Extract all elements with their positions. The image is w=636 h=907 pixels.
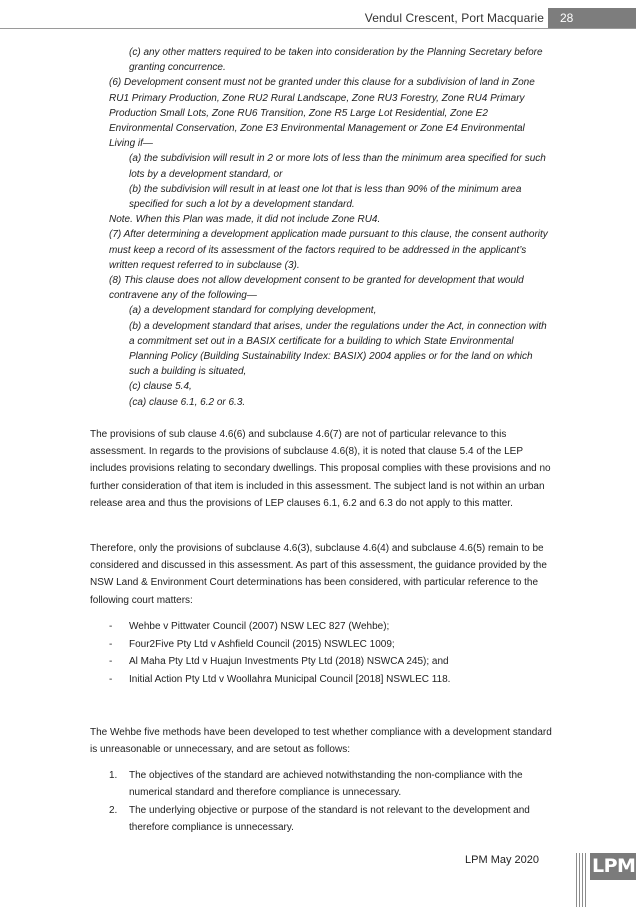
bullet-marker: - (109, 621, 113, 632)
footer-line (582, 853, 583, 907)
page-number: 28 (560, 11, 574, 25)
list-item-text: Wehbe v Pittwater Council (2007) NSW LEC 827 (Wehbe); (129, 621, 390, 632)
list-item-text: Initial Action Pty Ltd v Woollahra Municipal Council [2018] NSWLEC 118. (129, 673, 451, 685)
bullet-marker: - (109, 673, 113, 685)
quote-note: Note. When this Plan was made, it did not include Zone RU4. (109, 214, 381, 226)
list-item (109, 767, 549, 802)
body-paragraph-2 (90, 540, 552, 609)
list-item (109, 802, 549, 837)
quote-line: (6) Development consent must not be granted under this clause for a subdivision of land in Zone RU1 Primary Production, Zone RU2 Rural Landscape, Zone RU3 Forestry, Zone RU4 Primary Production Small Lots, Zone RU6 Transition, Zone R5 Large Lot Residential, Zone E2 Environmental Conservation, Zone E3 Environmental Management or Zone E4 Environmental Living if— (109, 77, 535, 150)
logo-text: LPM (592, 855, 636, 877)
list-item (109, 618, 549, 636)
bullet-marker: - (109, 656, 113, 668)
quote-line: (a) the subdivision will result in 2 or more lots of less than the minimum area specified for such lots by a development standard, or (129, 153, 546, 180)
paragraph-text: Therefore, only the provisions of subclause 4.6(3), subclause 4.6(4) and subclause 4.6(5) remain to be considered and discussed in this assessment. As part of this assessment, the guidance provided by the NSW Land & Environment Court determinations has been considered, with particular reference to the following court matters: (90, 543, 547, 606)
body-paragraph-3 (90, 724, 552, 758)
quote-line: (c) any other matters required to be taken into consideration by the Planning Secretary before granting concurrence. (129, 47, 543, 74)
lpm-logo (590, 853, 636, 880)
page-header-title: Vendul Crescent, Port Macquarie (364, 11, 544, 25)
quoted-clause (109, 45, 549, 410)
footer-line (576, 853, 577, 907)
list-item (109, 671, 549, 689)
court-cases-list (109, 618, 549, 688)
list-item-text: The objectives of the standard are achieved notwithstanding the non-compliance with the numerical standard and therefore compliance is unnecessary. (129, 770, 523, 799)
list-number: 1. (109, 770, 118, 781)
paragraph-text: The Wehbe five methods have been developed to test whether compliance with a development standard is unreasonable or unnecessary, and are setout as follows: (90, 727, 552, 756)
quote-line: (ca) clause 6.1, 6.2 or 6.3. (129, 396, 246, 408)
list-number: 2. (109, 804, 118, 816)
bullet-marker: - (109, 638, 113, 650)
paragraph-text: The provisions of sub clause 4.6(6) and subclause 4.6(7) are not of particular relevance to this assessment. In regards to the provisions of subclause 4.6(8), it is noted that clause 5.4 of the LEP includes provisions relating to secondary dwellings. This proposal complies with these provisions and no further consideration of that item is included in this assessment. The subject land is not within an urban release area and thus the provisions of LEP clauses 6.1, 6.2 and 6.3 do not apply to this matter. (90, 429, 551, 509)
body-paragraph-1 (90, 426, 552, 512)
footer-line (585, 853, 586, 907)
wehbe-methods-list (109, 767, 549, 837)
list-item (109, 653, 549, 671)
list-item-text: Al Maha Pty Ltd v Huajun Investments Pty Ltd (2018) NSWCA 245); and (129, 656, 449, 668)
quote-line: (7) After determining a development application made pursuant to this clause, the consent authority must keep a record of its assessment of the factors required to be addressed in the applicant’s written request referred to in subclause (3). (109, 229, 548, 271)
quote-line: (8) This clause does not allow development consent to be granted for development that would contravene any of the following— (109, 275, 524, 302)
list-item-text: Four2Five Pty Ltd v Ashfield Council (2015) NSWLEC 1009; (129, 638, 395, 650)
footer-decorative-lines (576, 853, 588, 907)
page-number-badge (548, 8, 636, 28)
footer-line (579, 853, 580, 907)
list-item-text: The underlying objective or purpose of the standard is not relevant to the development and therefore compliance is unnecessary. (129, 804, 530, 834)
list-item (109, 636, 549, 654)
footer-date: LPM May 2020 (465, 854, 539, 866)
quote-line: (b) the subdivision will result in at least one lot that is less than 90% of the minimum area specified for such a lot by a development standard. (129, 183, 522, 211)
quote-line: (a) a development standard for complying development, (129, 305, 377, 317)
quote-line: (c) clause 5.4, (129, 381, 192, 393)
quote-line: (b) a development standard that arises, under the regulations under the Act, in connection with a commitment set out in a BASIX certificate for a building to which State Environmental Planning Policy (Building Sustainability Index: BASIX) 2004 applies or for the land on which such a building is situated, (129, 320, 547, 378)
header-divider (0, 28, 636, 29)
